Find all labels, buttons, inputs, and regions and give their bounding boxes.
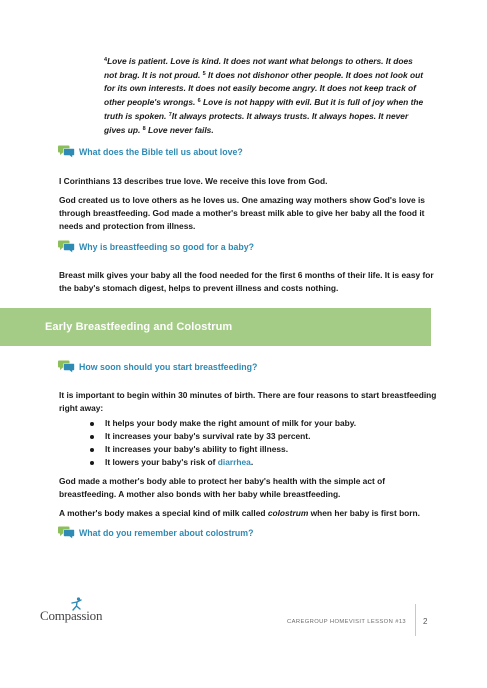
verse-number: 5 — [202, 71, 206, 77]
speech-bubbles-icon — [58, 359, 75, 373]
paragraph: God made a mother's body able to protect her baby's health with the simple act of breastfeeding. A mother also bonds with her baby while breastfeeding. — [59, 476, 386, 499]
page-number: 2 — [423, 617, 428, 626]
paragraph-text: A mother's body makes a special kind of milk called — [59, 508, 268, 518]
list-item — [89, 443, 409, 456]
paragraph: I Corinthians 13 describes true love. We receive this love from God. — [59, 176, 328, 186]
discussion-question — [58, 240, 254, 254]
scripture-quote — [104, 54, 424, 137]
paragraph: God created us to love others as he loves us. One amazing way mothers show God's love is through breastfeeding. God made a mother's breast milk able to give her baby all the food it needs and protection from illness. — [59, 195, 425, 231]
list-item — [89, 430, 409, 443]
section-title: Early Breastfeeding and Colostrum — [45, 321, 233, 333]
discussion-question — [58, 526, 254, 540]
list-item-text: It lowers your baby's risk of — [105, 457, 218, 467]
bullet-icon — [90, 422, 94, 426]
verse-text: Love is patient. Love is kind. It does not want what belongs to others. It does not brag. It is not proud. — [104, 56, 413, 80]
paragraph: It is important to begin within 30 minutes of birth. There are four reasons to start breastfeeding right away: — [59, 390, 437, 413]
list-item — [89, 456, 409, 469]
question-text: What does the Bible tell us about love? — [79, 147, 243, 157]
list-item-text: . — [250, 457, 254, 467]
bullet-icon — [90, 461, 94, 465]
list-item — [89, 417, 409, 430]
bullet-icon — [90, 435, 94, 439]
verse-number: 8 — [142, 126, 146, 132]
question-text: How soon should you start breastfeeding? — [79, 362, 258, 372]
emphasis-term: colostrum — [267, 508, 309, 518]
verse-text: It does not dishonor other people. It does not look out for its own interests. It does not easily become angry. It does not keep track of other people's wrongs. — [104, 70, 423, 107]
footer-divider — [415, 604, 416, 636]
paragraph — [59, 507, 437, 520]
list-item-text: It increases your baby's ability to fight illness. — [105, 444, 289, 454]
verse-text: Love is not happy with evil. But it is full of joy when the truth is spoken. — [104, 97, 424, 121]
speech-bubbles-icon — [58, 239, 75, 253]
reasons-list — [89, 417, 409, 469]
diarrhea-link[interactable]: diarrhea — [217, 457, 251, 467]
compassion-logo — [40, 598, 122, 628]
list-item-text: It increases your baby's survival rate by 33 percent. — [105, 431, 311, 441]
speech-bubbles-icon — [58, 525, 75, 539]
verse-number: 6 — [197, 98, 201, 104]
bullet-icon — [90, 448, 94, 452]
verse-number: 4 — [104, 57, 108, 63]
section-header-band — [0, 308, 431, 346]
footer-lesson-label: CAREGROUP HOMEVISIT LESSON #13 — [287, 619, 407, 625]
logo-text: Compassion — [40, 608, 103, 623]
discussion-question — [58, 145, 243, 159]
paragraph-text: when her baby is first born. — [308, 508, 420, 518]
list-item-text: It helps your body make the right amount of milk for your baby. — [105, 418, 357, 428]
verse-number: 7 — [168, 112, 172, 118]
paragraph: Breast milk gives your baby all the food needed for the first 6 months of their life. It is easy for the baby's stomach digest, helps to prevent illness and costs nothing. — [59, 270, 434, 293]
verse-text: Love never fails. — [145, 125, 214, 135]
verse-text: It always protects. It always trusts. It always hopes. It never gives up. — [104, 111, 409, 135]
speech-bubbles-icon — [58, 144, 75, 158]
question-text: Why is breastfeeding so good for a baby? — [79, 242, 254, 252]
question-text: What do you remember about colostrum? — [79, 528, 254, 538]
discussion-question — [58, 360, 257, 374]
